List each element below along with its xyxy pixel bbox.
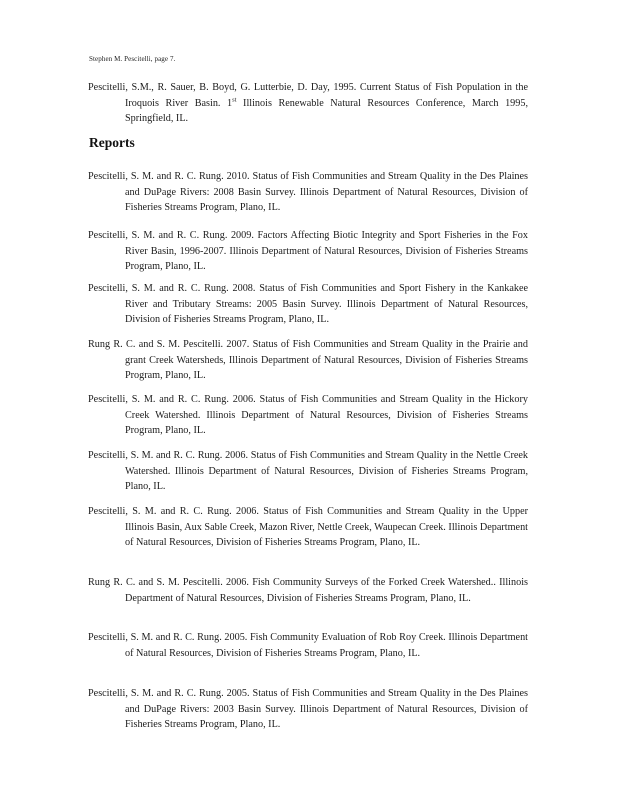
report-entry-9 bbox=[88, 630, 528, 661]
report-entry-1 bbox=[88, 169, 528, 216]
report-entry-text: Rung R. C. and S. M. Pescitelli. 2007. Status of Fish Communities and Stream Quality in the Prairie and grant Creek Watersheds, Illinois Department of Natural Resources, Division of Fisheries Streams Program, Plano, IL. bbox=[88, 339, 528, 381]
report-entry-text: Pescitelli, S. M. and R. C. Rung. 2009. Factors Affecting Biotic Integrity and Sport Fisheries in the Fox River Basin, 1996-2007. Illinois Department of Natural Resources, Division of Fisheries Streams Program, Plano, IL. bbox=[88, 230, 528, 272]
running-header: Stephen M. Pescitelli, page 7. bbox=[89, 55, 176, 63]
report-entry-text: Rung R. C. and S. M. Pescitelli. 2006. Fish Community Surveys of the Forked Creek Watershed.. Illinois Department of Natural Resources, Division of Fisheries Streams Program, Plano, IL. bbox=[88, 577, 528, 604]
report-entry-text: Pescitelli, S. M. and R. C. Rung. 2005. Fish Community Evaluation of Rob Roy Creek. Illinois Department of Natural Resources, Division of Fisheries Streams Program, Plano, IL. bbox=[88, 632, 528, 659]
report-entry-text: Pescitelli, S. M. and R. C. Rung. 2010. Status of Fish Communities and Stream Quality in the Des Plaines and DuPage Rivers: 2008 Basin Survey. Illinois Department of Natural Resources, Division of Fisheries Streams Program, Plano, IL. bbox=[88, 171, 528, 213]
reference-entry-top bbox=[88, 80, 528, 127]
report-entry-10 bbox=[88, 686, 528, 733]
report-entry-5 bbox=[88, 392, 528, 439]
report-entry-4 bbox=[88, 337, 528, 384]
report-entry-text: Pescitelli, S. M. and R. C. Rung. 2006. Status of Fish Communities and Stream Quality in the Nettle Creek Watershed. Illinois Department of Natural Resources, Division of Fisheries Streams Program, Plano, IL. bbox=[88, 450, 528, 492]
report-entry-3 bbox=[88, 281, 528, 328]
report-entry-text: Pescitelli, S. M. and R. C. Rung. 2005. Status of Fish Communities and Stream Quality in the Des Plaines and DuPage Rivers: 2003 Basin Survey. Illinois Department of Natural Resources, Division of Fisheries Streams Program, Plano, IL. bbox=[88, 688, 528, 730]
report-entry-text: Pescitelli, S. M. and R. C. Rung. 2006. Status of Fish Communities and Stream Quality in the Hickory Creek Watershed. Illinois Department of Natural Resources, Division of Fisheries Streams Program, Plano, IL. bbox=[88, 394, 528, 436]
report-entry-6 bbox=[88, 448, 528, 495]
reference-text-part-1: Pescitelli, S.M., R. Sauer, B. Boyd, G. Lutterbie, D. Day, 1995. Current Status of Fish Population in the Iroquois River Basin. 1 bbox=[88, 82, 528, 109]
report-entry-2 bbox=[88, 228, 528, 275]
report-entry-text: Pescitelli, S. M. and R. C. Rung. 2006. Status of Fish Communities and Stream Quality in the Upper Illinois Basin, Aux Sable Creek, Mazon River, Nettle Creek, Waupecan Creek. Illinois Department of Natural Resources, Division of Fisheries Streams Program, Plano, IL. bbox=[88, 506, 528, 548]
report-entry-text: Pescitelli, S. M. and R. C. Rung. 2008. Status of Fish Communities and Sport Fishery in the Kankakee River and Tributary Streams: 2005 Basin Survey. Illinois Department of Natural Resources, Division of Fisheries Streams Program, Plano, IL. bbox=[88, 283, 528, 325]
report-entry-7 bbox=[88, 504, 528, 551]
section-heading-reports: Reports bbox=[89, 135, 135, 150]
reference-text-part-2: Illinois Renewable Natural Resources Conference, March 1995, Springfield, IL. bbox=[125, 97, 528, 124]
reference-text bbox=[88, 80, 528, 127]
ordinal-superscript: st bbox=[232, 96, 237, 104]
report-entry-8 bbox=[88, 575, 528, 606]
